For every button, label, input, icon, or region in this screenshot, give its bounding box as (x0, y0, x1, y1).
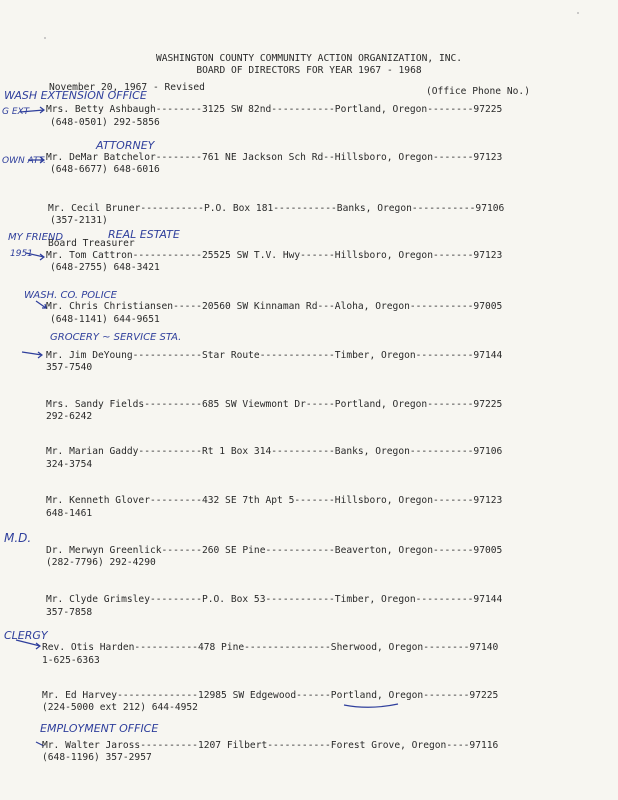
handwritten-wash-extension: WASH EXTENSION OFFICE (4, 89, 147, 102)
handwritten-grocery: GROCERY ~ SERVICE STA. (50, 332, 182, 343)
director-entry (0, 399, 618, 429)
director-phone: 1-625-6363 (42, 655, 100, 666)
director-line: Dr. Merwyn Greenlick-------260 SE Pine------------Beaverton, Oregon-------97005 (46, 545, 503, 556)
handwritten-md: M.D. (4, 531, 32, 545)
director-phone: (648-2755) 648-3421 (50, 262, 160, 273)
director-note: Board Treasurer (48, 238, 135, 249)
handwritten-own-att: OWN ATT. (2, 156, 46, 166)
director-line: Rev. Otis Harden-----------478 Pine---------------Sherwood, Oregon--------97140 (42, 642, 499, 653)
director-phone: 324-3754 (46, 459, 93, 470)
handwritten-real-estate: REAL ESTATE (108, 228, 180, 241)
director-phone: 357-7858 (46, 607, 93, 618)
director-line: Mr. Marian Gaddy-----------Rt 1 Box 314-----------Banks, Oregon-----------97106 (46, 446, 503, 457)
board-title: BOARD OF DIRECTORS FOR YEAR 1967 - 1968 (196, 65, 422, 76)
director-line: Mr. Kenneth Glover---------432 SE 7th Apt 5-------Hillsboro, Oregon-------97123 (46, 495, 503, 506)
director-line: Mr. DeMar Batchelor--------761 NE Jackson Sch Rd--Hillsboro, Oregon-------97123 (46, 152, 503, 163)
director-line: Mrs. Betty Ashbaugh--------3125 SW 82nd-----------Portland, Oregon--------97225 (46, 104, 503, 115)
director-phone: (282-7796) 292-4290 (46, 557, 156, 568)
director-line: Mr. Chris Christiansen-----20560 SW Kinnaman Rd---Aloha, Oregon-----------97005 (46, 301, 503, 312)
handwritten-clergy: CLERGY (4, 629, 48, 642)
revision-date: November 20, 1967 - Revised (49, 82, 205, 93)
director-phone: (224-5000 ext 212) 644-4952 (42, 702, 198, 713)
director-entry (0, 545, 618, 575)
director-line: Mr. Cecil Bruner-----------P.O. Box 181-----------Banks, Oregon-----------97106 (48, 203, 505, 214)
director-phone: (648-1196) 357-2957 (42, 752, 152, 763)
director-entry (0, 446, 618, 476)
director-phone: 648-1461 (46, 508, 93, 519)
director-line: Mr. Clyde Grimsley---------P.O. Box 53------------Timber, Oregon----------97144 (46, 594, 503, 605)
org-title: WASHINGTON COUNTY COMMUNITY ACTION ORGANIZATION, INC. (155, 53, 463, 64)
director-phone: 357-7540 (46, 362, 93, 373)
director-entry (0, 594, 618, 624)
director-phone: (648-0501) 292-5856 (50, 117, 160, 128)
handwritten-my-friend: MY FRIEND (8, 232, 64, 243)
director-phone: (648-1141) 644-9651 (50, 314, 160, 325)
director-line: Mr. Tom Cattron------------25525 SW T.V. Hwy------Hillsboro, Oregon-------97123 (46, 250, 503, 261)
director-entry (0, 642, 618, 672)
director-entry (0, 152, 618, 182)
director-phone: 292-6242 (46, 411, 93, 422)
handwritten-wash-police: WASH. CO. POLICE (24, 290, 117, 301)
director-entry (0, 238, 618, 286)
handwritten-year: 1951 (10, 249, 33, 259)
office-phone-heading: (Office Phone No.) (426, 86, 530, 97)
director-phone: (357-2131) (50, 215, 108, 226)
director-phone: (648-6677) 648-6016 (50, 164, 160, 175)
handwritten-employment: EMPLOYMENT OFFICE (40, 722, 159, 735)
director-entry (0, 495, 618, 525)
director-line: Mrs. Sandy Fields----------685 SW Viewmont Dr-----Portland, Oregon--------97225 (46, 399, 503, 410)
director-entry (0, 203, 618, 233)
director-line: Mr. Walter Jaross----------1207 Filbert-----------Forest Grove, Oregon----97116 (42, 740, 499, 751)
handwritten-attorney: ATTORNEY (96, 139, 155, 152)
handwritten-g-ext: G EXT (2, 107, 30, 117)
director-line: Mr. Ed Harvey--------------12985 SW Edgewood------Portland, Oregon--------97225 (42, 690, 499, 701)
director-entry (0, 301, 618, 331)
director-line: Mr. Jim DeYoung------------Star Route-------------Timber, Oregon----------97144 (46, 350, 503, 361)
director-entry (0, 350, 618, 380)
director-entry (0, 690, 618, 720)
director-entry (0, 104, 618, 134)
director-entry (0, 740, 618, 770)
